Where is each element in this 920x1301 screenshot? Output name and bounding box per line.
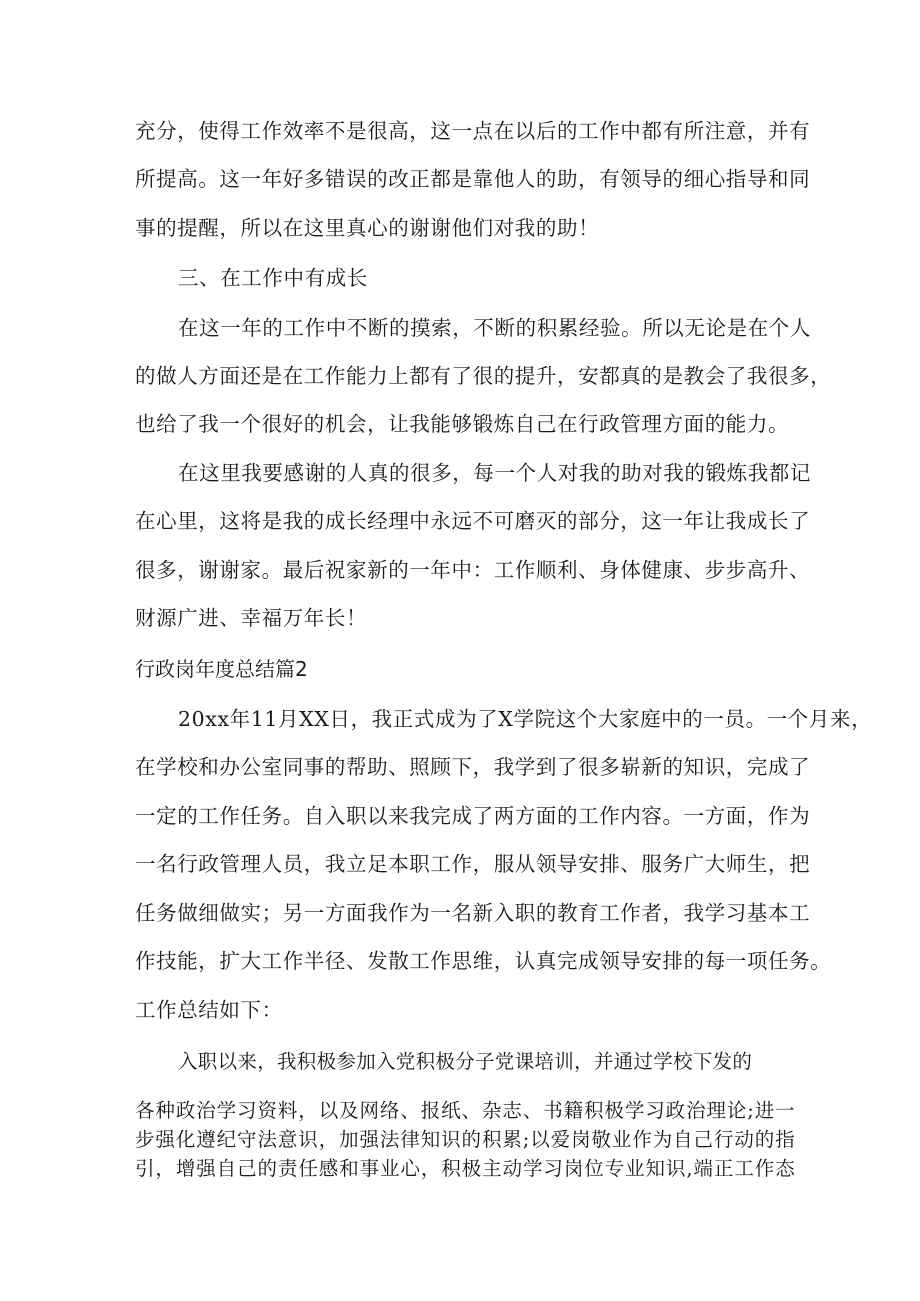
- section-heading: 三、在工作中有成长: [178, 266, 368, 290]
- paragraph-line: 在这里我要感谢的人真的很多，每一个人对我的助对我的锻炼我都记: [178, 461, 811, 485]
- paragraph-line: 步强化遵纪守法意识，加强法律知识的积累;以爱岗敬业作为自己行动的指: [135, 1128, 795, 1151]
- paragraph-line: 事的提醒，所以在这里真心的谢谢他们对我的助！: [135, 216, 600, 240]
- paragraph-line: 在心里，这将是我的成长经理中永远不可磨灭的部分，这一年让我成长了: [135, 509, 811, 533]
- paragraph-line: 财源广进、幸福万年长！: [135, 606, 368, 630]
- paragraph-line: 所提高。这一年好多错误的改正都是靠他人的助，有领导的细心指导和同: [135, 167, 811, 191]
- paragraph-line: 充分，使得工作效率不是很高，这一点在以后的工作中都有所注意，并有: [135, 119, 811, 143]
- paragraph-line: 也给了我一个很好的机会，让我能够锻炼自己在行政管理方面的能力。: [135, 412, 790, 436]
- paragraph-line: 一名行政管理人员，我立足本职工作，服从领导安排、服务广大师生，把: [135, 852, 811, 876]
- paragraph-line: 在学校和办公室同事的帮助、照顾下，我学到了很多崭新的知识，完成了: [135, 755, 811, 779]
- paragraph-line: 一定的工作任务。自入职以来我完成了两方面的工作内容。一方面，作为: [135, 804, 811, 828]
- paragraph-line: 的做人方面还是在工作能力上都有了很的提升，安都真的是教会了我很多，: [135, 364, 832, 388]
- paragraph-line: 20xx年11月XX日，我正式成为了X学院这个大家庭中的一员。一个月来，: [178, 707, 873, 731]
- paragraph-line: 各种政治学习资料，以及网络、报纸、杂志、书籍积极学习政治理论;进一: [135, 1099, 795, 1122]
- paragraph-line: 很多，谢谢家。最后祝家新的一年中：工作顺利、身体健康、步步高升、: [135, 558, 811, 582]
- paragraph-line: 在这一年的工作中不断的摸索，不断的积累经验。所以无论是在个人: [178, 316, 811, 340]
- paragraph-line: 引，增强自己的责任感和事业心，积极主动学习岗位专业知识,端正工作态: [135, 1157, 795, 1180]
- paragraph-line: 任务做细做实；另一方面我作为一名新入职的教育工作者，我学习基本工: [135, 901, 811, 925]
- paragraph-line: 工作总结如下：: [135, 998, 283, 1022]
- paragraph-line: 作技能，扩大工作半径、发散工作思维，认真完成领导安排的每一项任务。: [135, 949, 832, 973]
- article-title: 行政岗年度总结篇2: [135, 657, 308, 681]
- paragraph-line: 入职以来，我积极参加入党积极分子党课培训，并通过学校下发的: [178, 1050, 753, 1073]
